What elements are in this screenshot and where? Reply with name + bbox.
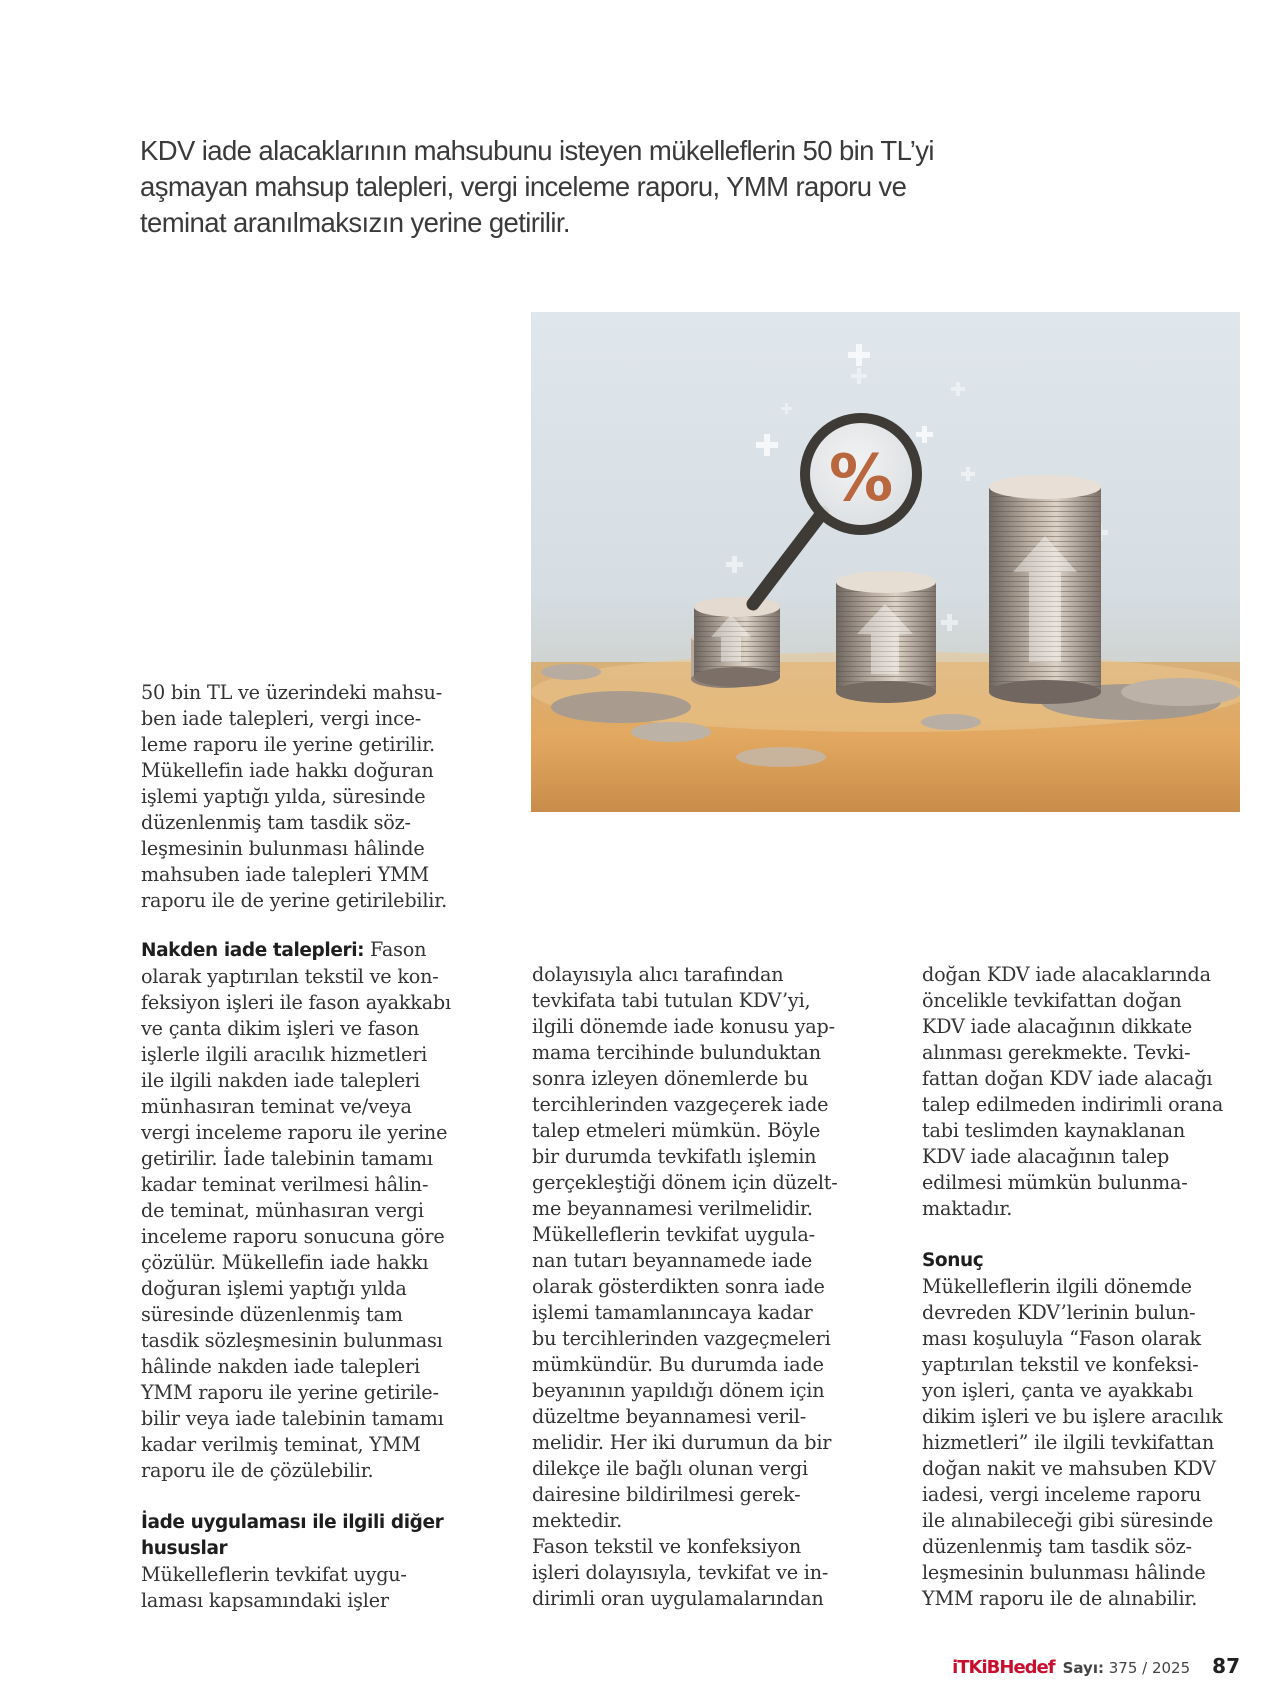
percent-symbol: %: [828, 442, 894, 516]
text-line: Mükelleflerin tevkifat uygula-: [532, 1223, 815, 1246]
text-line: olarak yaptırılan tekstil ve kon-: [141, 965, 439, 988]
text-line: Mükelleflerin tevkifat uygu-: [141, 1563, 407, 1586]
text-line: talep edilmeden indirimli orana: [922, 1093, 1224, 1116]
text-line: inceleme raporu sonucuna göre: [141, 1225, 445, 1248]
text-line: dikim işleri ve bu işlere aracılık: [922, 1405, 1223, 1428]
text-line: mama tercihinde bulunduktan: [532, 1041, 821, 1064]
magazine-logo: iTKiBHedef: [952, 1657, 1055, 1678]
text-line: raporu ile de çözülebilir.: [141, 1459, 374, 1482]
text-line: mahsuben iade talepleri YMM: [141, 863, 429, 886]
page-number: 87: [1212, 1654, 1240, 1678]
text-line: sonra izleyen dönemlerde bu: [532, 1067, 809, 1090]
issue-info: [1063, 1659, 1191, 1677]
text-line: süresinde düzenlenmiş tam: [141, 1303, 403, 1326]
right-column: [922, 962, 1252, 1612]
text-line: ilgili dönemde iade konusu yap-: [532, 1015, 835, 1038]
text-line: YMM raporu ile de alınabilir.: [922, 1587, 1198, 1610]
text-line: Mükellefin iade hakkı doğuran: [141, 759, 434, 782]
text-line: devreden KDV’lerinin bulun-: [922, 1301, 1196, 1324]
text-line: beyanının yapıldığı dönem için: [532, 1379, 825, 1402]
text-line: doğuran işlemi yaptığı yılda: [141, 1277, 407, 1300]
page-footer: [952, 1654, 1240, 1678]
text-line: ile ilgili nakden iade talepleri: [141, 1069, 420, 1092]
left-column-bottom: [141, 937, 471, 1614]
text-line: kadar teminat verilmesi hâlin-: [141, 1173, 429, 1196]
text-line: münhasıran teminat ve/veya: [141, 1095, 412, 1118]
text-line: me beyannamesi verilmelidir.: [532, 1197, 813, 1220]
text-line: tasdik sözleşmesinin bulunması: [141, 1329, 443, 1352]
paragraph-gap: [141, 1484, 471, 1510]
text-line: işleri dolayısıyla, tevkifat ve in-: [532, 1561, 829, 1584]
text-line: hâlinde nakden iade talepleri: [141, 1355, 420, 1378]
text-line: olarak gösterdikten sonra iade: [532, 1275, 825, 1298]
text-line: dairesine bildirilmesi gerek-: [532, 1483, 801, 1506]
issue-label: Sayı:: [1062, 1659, 1104, 1677]
middle-column: [532, 962, 862, 1612]
paragraph-gap: [922, 1222, 1252, 1248]
text-line: dilekçe ile bağlı olunan vergi: [532, 1457, 808, 1480]
text-line: talep etmeleri mümkün. Böyle: [532, 1119, 821, 1142]
text-line: bilir veya iade talebinin tamamı: [141, 1407, 444, 1430]
text-line: düzeltme beyannamesi veril-: [532, 1405, 807, 1428]
text-line: fattan doğan KDV iade alacağı: [922, 1067, 1213, 1090]
text-line: dirimli oran uygulamalarından: [532, 1587, 824, 1610]
text-line: ve çanta dikim işleri ve fason: [141, 1017, 420, 1040]
text-line: tercihlerinden vazgeçerek iade: [532, 1093, 829, 1116]
text-line: gerçekleştiği dönem için düzelt-: [532, 1171, 838, 1194]
text-line: KDV iade alacağının dikkate: [922, 1015, 1192, 1038]
text-line: ması koşuluyla “Fason olarak: [922, 1327, 1201, 1350]
text-line: yaptırılan tekstil ve konfeksi-: [922, 1353, 1199, 1376]
text-line: bir durumda tevkifatlı işlemin: [532, 1145, 817, 1168]
left-column-top: [141, 680, 471, 914]
pull-quote-line: aşmayan mahsup talepleri, vergi inceleme raporu, YMM raporu ve: [140, 171, 907, 202]
section-heading-iade: İade uygulaması ile ilgili diğer: [141, 1512, 444, 1533]
text-line: öncelikle tevkifattan doğan: [922, 989, 1182, 1012]
text-line: YMM raporu ile yerine getirile-: [141, 1381, 439, 1404]
section-heading-nakden: Nakden iade talepleri:: [141, 940, 365, 961]
text-line: düzenlenmiş tam tasdik söz-: [922, 1535, 1192, 1558]
text-line: edilmesi mümkün bulunma-: [922, 1171, 1188, 1194]
text-line: dolayısıyla alıcı tarafından: [532, 963, 784, 986]
coin-stacks-photo: [531, 312, 1240, 812]
text-line: ben iade talepleri, vergi ince-: [141, 707, 422, 730]
text-line: işlemi tamamlanıncaya kadar: [532, 1301, 813, 1324]
section-heading-sonuc: Sonuç: [922, 1250, 984, 1271]
text-line: Fason tekstil ve konfeksiyon: [532, 1535, 801, 1558]
text-line: KDV iade alacağının talep: [922, 1145, 1170, 1168]
text-line: doğan nakit ve mahsuben KDV: [922, 1457, 1216, 1480]
text-line: hizmetleri” ile ilgili tevkifattan: [922, 1431, 1214, 1454]
text-line: düzenlenmiş tam tasdik söz-: [141, 811, 411, 834]
text-line: çözülür. Mükellefin iade hakkı: [141, 1251, 429, 1274]
text-line: bu tercihlerinden vazgeçmeleri: [532, 1327, 831, 1350]
run-in-heading-line: [141, 937, 471, 964]
text-line: laması kapsamındaki işler: [141, 1589, 389, 1612]
text-line: Mükelleflerin ilgili dönemde: [922, 1275, 1192, 1298]
text-line: işlerle ilgili aracılık hizmetleri: [141, 1043, 428, 1066]
text-line: leme raporu ile yerine getirilir.: [141, 733, 435, 756]
text-line: raporu ile de yerine getirilebilir.: [141, 889, 447, 912]
text-line: maktadır.: [922, 1197, 1013, 1220]
text-line: kadar verilmiş teminat, YMM: [141, 1433, 421, 1456]
text-line: alınması gerekmekte. Tevki-: [922, 1041, 1191, 1064]
text-line: nan tutarı beyannamede iade: [532, 1249, 813, 1272]
text-fragment: Fason: [364, 938, 427, 961]
text-line: işlemi yaptığı yılda, süresinde: [141, 785, 426, 808]
text-line: mektedir.: [532, 1509, 623, 1532]
text-line: feksiyon işleri ile fason ayakkabı: [141, 991, 451, 1014]
text-line: mümkündür. Bu durumda iade: [532, 1353, 824, 1376]
text-line: yon işleri, çanta ve ayakkabı: [922, 1379, 1193, 1402]
text-line: getirilir. İade talebinin tamamı: [141, 1147, 433, 1170]
text-line: leşmesinin bulunması hâlinde: [141, 837, 425, 860]
text-line: doğan KDV iade alacaklarında: [922, 963, 1211, 986]
issue-value: 375 / 2025: [1103, 1659, 1191, 1677]
pull-quote-line: teminat aranılmaksızın yerine getirilir.: [140, 207, 570, 238]
text-line: de teminat, münhasıran vergi: [141, 1199, 424, 1222]
text-line: vergi inceleme raporu ile yerine: [141, 1121, 448, 1144]
section-heading-iade: hususlar: [141, 1538, 228, 1559]
text-line: 50 bin TL ve üzerindeki mahsu-: [141, 681, 442, 704]
pull-quote-line: KDV iade alacaklarının mahsubunu isteyen mükelleflerin 50 bin TL’yi: [140, 135, 934, 166]
text-line: tevkifata tabi tutulan KDV’yi,: [532, 989, 811, 1012]
text-line: melidir. Her iki durumun da bir: [532, 1431, 832, 1454]
text-line: leşmesinin bulunması hâlinde: [922, 1561, 1206, 1584]
pull-quote: [140, 133, 934, 241]
text-line: iadesi, vergi inceleme raporu: [922, 1483, 1202, 1506]
text-line: ile alınabileceği gibi süresinde: [922, 1509, 1214, 1532]
text-line: tabi teslimden kaynaklanan: [922, 1119, 1186, 1142]
